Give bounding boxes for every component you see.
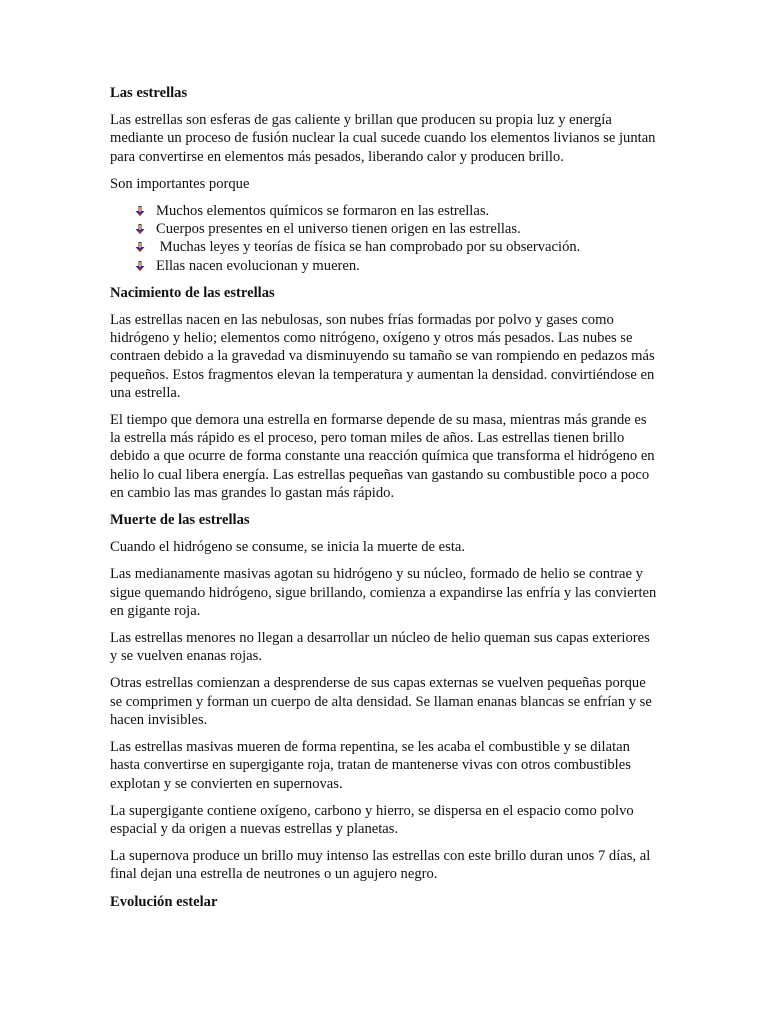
paragraph: Las estrellas masivas mueren de forma repentina, se les acaba el combustible y se dilatan hasta convertirse en supergigante roja, tratan de mantenerse vivas con otros combustibles explotan y se convierten en supernovas. xyxy=(110,739,631,792)
paragraph: Las medianamente masivas agotan su hidrógeno y su núcleo, formado de helio se contrae y sigue quemando hidrógeno, sigue brillando, comienza a expandirse las enfría y las convierten en gigante roja. xyxy=(110,566,657,619)
list-item-text: Muchos elementos químicos se formaron en las estrellas. xyxy=(156,203,490,220)
bullet-list xyxy=(110,202,658,275)
arrow-bullet-icon xyxy=(134,205,146,217)
paragraph: Otras estrellas comienzan a desprenderse de sus capas externas se vuelven pequeñas porque se comprimen y forman un cuerpo de alta densidad. Se llaman enanas blancas se enfrían y se hacen invisibles. xyxy=(110,675,652,728)
section-heading-nacimiento: Nacimiento de las estrellas xyxy=(110,284,275,301)
list-item xyxy=(132,257,658,275)
list-item-text: Muchas leyes y teorías de física se han comprobado por su observación. xyxy=(156,239,581,256)
paragraph: El tiempo que demora una estrella en formarse depende de su masa, mientras más grande es la estrella más rápido es el proceso, pero toman miles de años. Las estrellas tienen brillo debido a que ocurre de forma constante una reacción química que transforma el hidrógeno en helio lo cual libera energía. Las estrellas pequeñas van gastando su combustible poco a poco en cambio las mas grandes lo gastan más rápido. xyxy=(110,412,655,501)
list-item xyxy=(132,202,658,220)
list-item xyxy=(132,220,658,238)
arrow-bullet-icon xyxy=(134,260,146,272)
list-item-text: Ellas nacen evolucionan y mueren. xyxy=(156,257,360,274)
paragraph: Cuando el hidrógeno se consume, se inicia la muerte de esta. xyxy=(110,539,466,556)
section-heading-evolucion: Evolución estelar xyxy=(110,893,218,910)
list-item-text: Cuerpos presentes en el universo tienen origen en las estrellas. xyxy=(156,221,521,238)
list-item xyxy=(132,238,658,256)
paragraph: La supernova produce un brillo muy intenso las estrellas con este brillo duran unos 7 días, al final dejan una estrella de neutrones o un agujero negro. xyxy=(110,848,651,883)
section-heading-muerte: Muerte de las estrellas xyxy=(110,512,250,529)
document-page xyxy=(110,84,658,920)
arrow-bullet-icon xyxy=(134,223,146,235)
paragraph: La supergigante contiene oxígeno, carbono y hierro, se dispersa en el espacio como polvo espacial y da origen a nuevas estrellas y planetas. xyxy=(110,802,634,837)
section-heading-las-estrellas: Las estrellas xyxy=(110,85,188,101)
arrow-bullet-icon xyxy=(134,241,146,253)
paragraph: Son importantes porque xyxy=(110,175,250,192)
paragraph: Las estrellas son esferas de gas caliente y brillan que producen su propia luz y energía mediante un proceso de fusión nuclear la cual sucede cuando los elementos livianos se juntan para convertirse en elementos más pesados, liberando calor y producen brillo. xyxy=(110,112,656,165)
paragraph: Las estrellas menores no llegan a desarrollar un núcleo de helio queman sus capas exteriores y se vuelven enanas rojas. xyxy=(110,630,650,665)
paragraph: Las estrellas nacen en las nebulosas, son nubes frías formadas por polvo y gases como hidrógeno y helio; elementos como nitrógeno, oxígeno y otros más pesados. Las nubes se contraen debido a la gravedad va disminuyendo su tamaño se van rompiendo en pedazos más pequeños. Estos fragmentos elevan la temperatura y aumentan la densidad. convirtiéndose en una estrella. xyxy=(110,312,655,401)
